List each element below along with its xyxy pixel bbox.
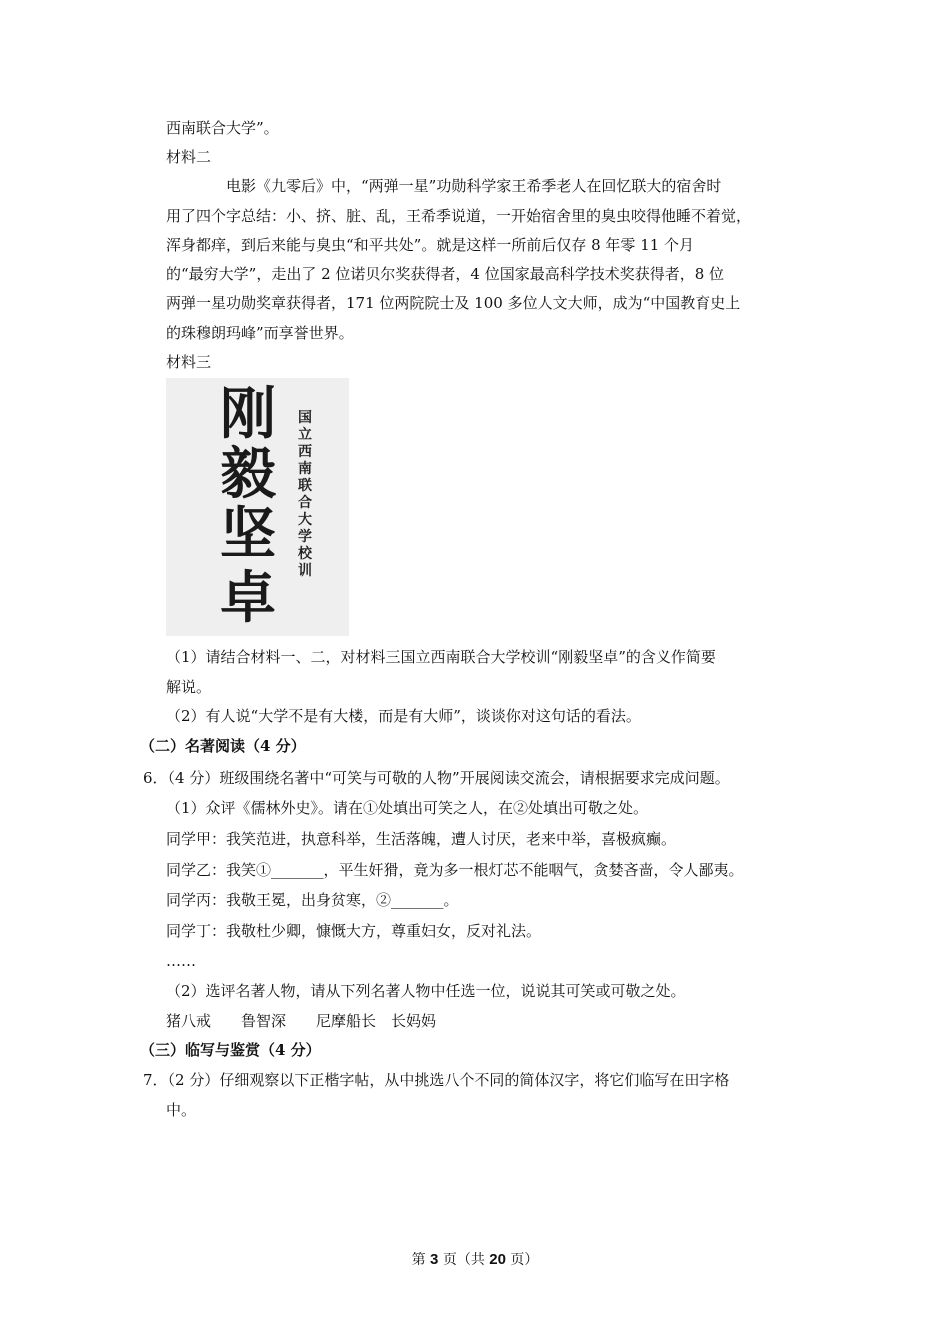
ellipsis: …… bbox=[166, 952, 196, 970]
footer-prefix: 第 bbox=[411, 1252, 431, 1268]
calligraphy-inscription: 国立西南联合大学校训 bbox=[298, 410, 312, 579]
footer-total-pages: 20 bbox=[489, 1251, 506, 1268]
calligraphy-char: 卓 bbox=[220, 565, 276, 631]
material-two-heading: 材料二 bbox=[166, 148, 212, 166]
text-line: 的“最穷大学”，走出了 2 位诺贝尔奖获得者，4 位国家最高科学技术奖获得者，8 位 bbox=[166, 265, 725, 283]
question-6-part-2: （2）选评名著人物，请从下列名著人物中任选一位，说说其可笑或可敬之处。 bbox=[166, 982, 686, 1000]
text-line: 解说。 bbox=[166, 678, 212, 696]
text-line: 两弹一星功勋奖章获得者，171 位两院院士及 100 多位人文大师，成为“中国教育史上 bbox=[166, 294, 741, 312]
text-line: 浑身都痒，到后来能与臭虫“和平共处”。就是这样一所前后仅存 8 年零 11 个月 bbox=[166, 236, 695, 254]
text-line: 用了四个字总结：小、挤、脏、乱，王希季说道，一开始宿舍里的臭虫咬得他睡不着觉， bbox=[166, 207, 752, 225]
text-line: 西南联合大学”。 bbox=[166, 119, 279, 137]
footer-mid: 页（共 bbox=[438, 1252, 490, 1268]
character-options: 猪八戒 鲁智深 尼摩船长 长妈妈 bbox=[166, 1012, 437, 1030]
student-d-line: 同学丁：我敬杜少卿，慷慨大方，尊重妇女，反对礼法。 bbox=[166, 922, 542, 940]
calligraphy-char: 坚 bbox=[220, 501, 276, 567]
text-line: 的珠穆朗玛峰”而享誉世界。 bbox=[166, 324, 354, 342]
question-2: （2）有人说“大学不是有大楼，而是有大师”，谈谈你对这句话的看法。 bbox=[166, 707, 641, 725]
page-footer bbox=[0, 1249, 950, 1269]
footer-suffix: 页） bbox=[505, 1252, 539, 1268]
calligraphy-char: 刚 bbox=[220, 381, 276, 447]
text-line: 中。 bbox=[166, 1101, 197, 1119]
section-heading: （三）临写与鉴赏（4 分） bbox=[140, 1041, 321, 1059]
student-b-line: 同学乙：我笑①_______，平生奸猾，竟为多一根灯芯不能咽气，贪婪吝啬，令人鄙夷。 bbox=[166, 861, 744, 879]
question-1: （1）请结合材料一、二，对材料三国立西南联合大学校训“刚毅坚卓”的含义作简要 bbox=[166, 648, 716, 666]
material-three-heading: 材料三 bbox=[166, 353, 212, 371]
footer-page-number: 3 bbox=[430, 1251, 439, 1268]
question-6: 6．（4 分）班级围绕名著中“可笑与可敬的人物”开展阅读交流会，请根据要求完成问题。 bbox=[143, 769, 730, 787]
student-c-line: 同学丙：我敬王冕，出身贫寒，②_______。 bbox=[166, 891, 459, 909]
calligraphy-char: 毅 bbox=[220, 441, 276, 507]
calligraphy-motto-image bbox=[166, 378, 349, 636]
section-heading: （二）名著阅读（4 分） bbox=[140, 737, 306, 755]
text-line: 电影《九零后》中，“两弹一星”功勋科学家王希季老人在回忆联大的宿舍时 bbox=[226, 177, 722, 195]
student-a-line: 同学甲：我笑范进，执意科举，生活落魄，遭人讨厌，老来中举，喜极疯癫。 bbox=[166, 830, 677, 848]
question-6-part-1: （1）众评《儒林外史》。请在①处填出可笑之人，在②处填出可敬之处。 bbox=[166, 799, 649, 817]
question-7: 7．（2 分）仔细观察以下正楷字帖，从中挑选八个不同的简体汉字，将它们临写在田字格 bbox=[143, 1071, 730, 1089]
